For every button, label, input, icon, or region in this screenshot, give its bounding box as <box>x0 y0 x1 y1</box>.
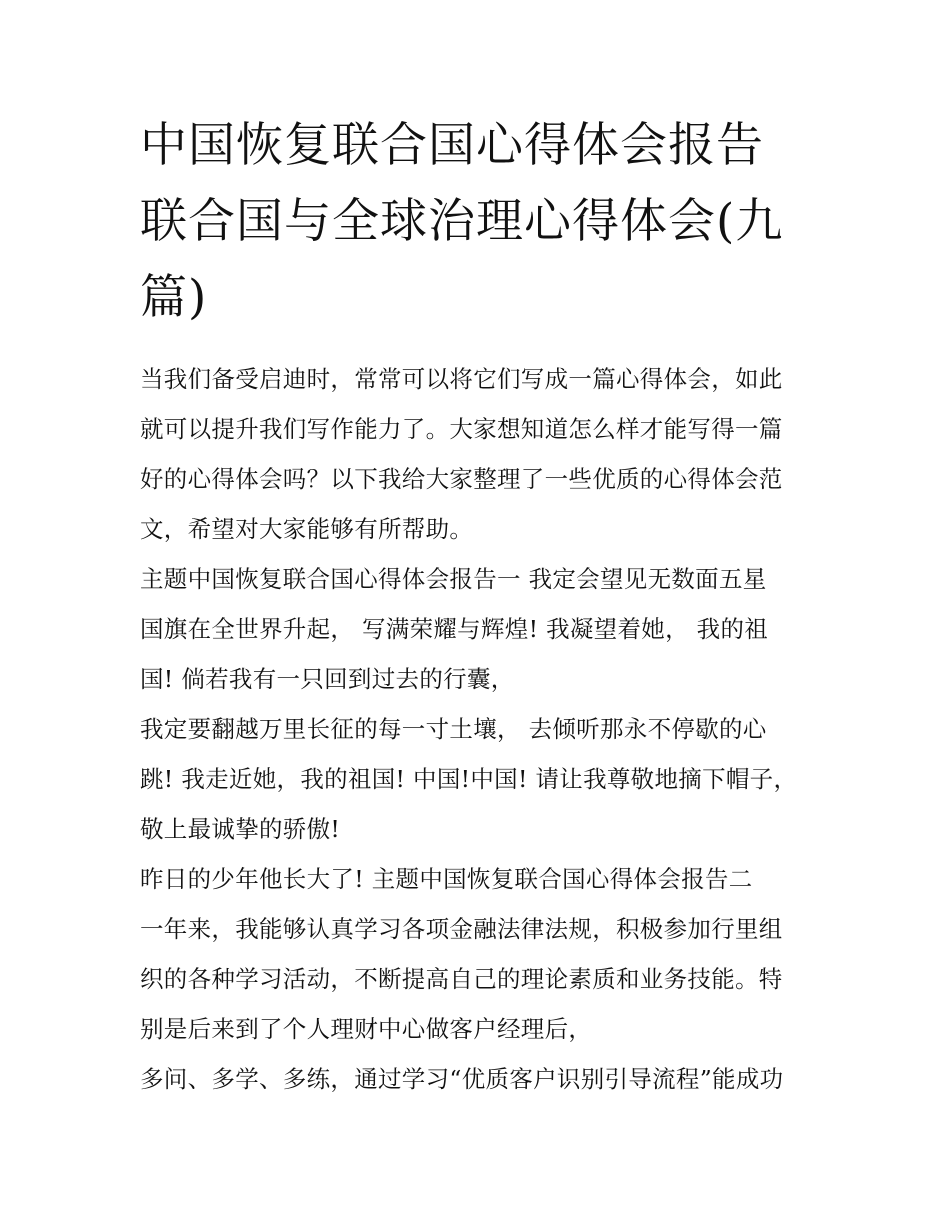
body-line: 我定要翻越万里长征的每一寸土壤， 去倾听那永不停歇的心 <box>140 715 767 743</box>
body-line: 好的心得体会吗？以下我给大家整理了一些优质的心得体会范 <box>140 465 783 493</box>
body-line: 国旗在全世界升起， 写满荣耀与辉煌! 我凝望着她， 我的祖 <box>140 615 769 643</box>
body-line: 别是后来到了个人理财中心做客户经理后， <box>140 1015 593 1043</box>
body-line: 文，希望对大家能够有所帮助。 <box>140 515 474 543</box>
document-title <box>140 108 820 336</box>
body-line: 跳! 我走近她，我的祖国! 中国!中国! 请让我尊敬地摘下帽子， <box>140 765 798 793</box>
body-line: 织的各种学习活动，不断提高自己的理论素质和业务技能。特 <box>140 965 783 993</box>
body-line: 主题中国恢复联合国心得体会报告一 我定会望见无数面五星 <box>140 565 767 593</box>
body-line: 一年来，我能够认真学习各项金融法律法规，积极参加行里组 <box>140 915 783 943</box>
document-body <box>140 354 830 1104</box>
body-line: 当我们备受启迪时，常常可以将它们写成一篇心得体会，如此 <box>140 365 783 393</box>
title-line-1: 中国恢复联合国心得体会报告 <box>140 118 764 173</box>
body-line: 就可以提升我们写作能力了。大家想知道怎么样才能写得一篇 <box>140 415 783 443</box>
title-line-3: 篇) <box>140 270 208 325</box>
body-line: 多问、多学、多练，通过学习“优质客户识别引导流程”能成功 <box>140 1065 784 1093</box>
body-line: 昨日的少年他长大了! 主题中国恢复联合国心得体会报告二 <box>140 865 753 893</box>
body-line: 敬上最诚挚的骄傲! <box>140 815 341 843</box>
body-line: 国! 倘若我有一只回到过去的行囊， <box>140 665 515 693</box>
title-line-2: 联合国与全球治理心得体会(九 <box>140 194 784 249</box>
